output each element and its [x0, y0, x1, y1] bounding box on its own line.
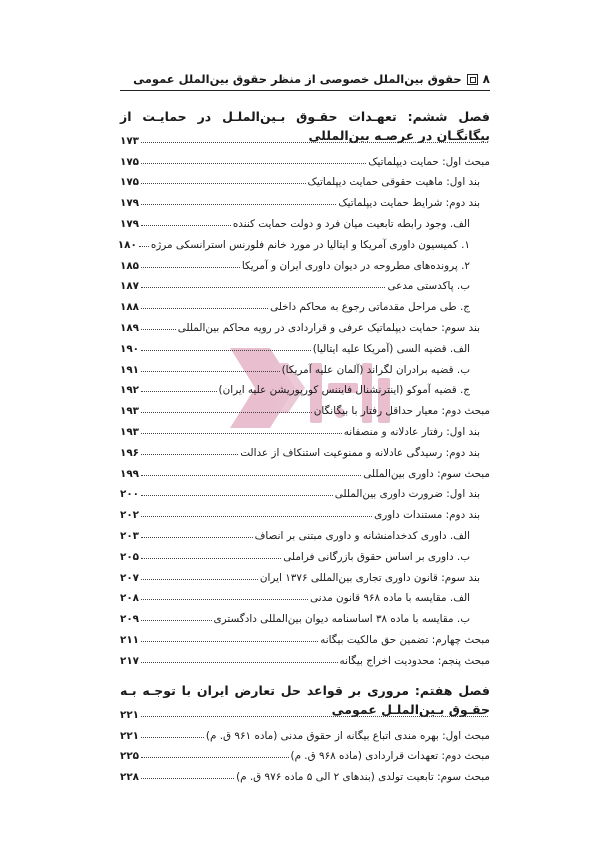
- toc-entry-text: الف. داوری کدخدامنشانه و داوری مبتنی بر انصاف: [254, 529, 470, 542]
- toc-leader-dots: [141, 737, 204, 738]
- toc-entry-text: ج. قضیه آموکو (اینترنشنال فایننس کورپوریشن علیه ایران): [218, 384, 470, 397]
- toc-entry-text: ب. پاکدستی مدعی: [387, 280, 470, 293]
- toc-page-number: ۱۹۳: [120, 405, 140, 418]
- toc-leader-dots: [141, 537, 253, 538]
- toc-entry[interactable]: [120, 357, 490, 378]
- toc-page-number: ۱۹۲: [120, 384, 140, 397]
- toc-page-number: ۱۹۶: [120, 446, 140, 459]
- toc-entry[interactable]: [120, 253, 490, 274]
- toc-page-number: ۱۸۵: [120, 259, 140, 272]
- chapter-title: فصل هفتم: مروری بر قواعد حل تعارض ایران با توجـه بـه حقـوق بـین‌الملـل عمومی: [120, 683, 490, 717]
- toc-page-number: ۲۲۱: [120, 708, 140, 721]
- toc-page-number: ۲۰۰: [120, 488, 140, 501]
- toc-entry-text: بند اول: رفتار عادلانه و منصفانه: [343, 425, 480, 438]
- toc-page-number: ۱۹۱: [120, 363, 140, 376]
- toc-entry-text: مبحث اول: حمایت دیپلماتیک: [368, 155, 490, 168]
- toc-entry-text: بند سوم: قانون داوری تجاری بین‌المللی ۱۳۷۶ ایران: [259, 571, 480, 584]
- toc-page-number: ۱۹۹: [120, 467, 140, 480]
- toc-entry[interactable]: [120, 128, 490, 149]
- toc-leader-dots: [141, 516, 372, 517]
- toc-leader-dots: [141, 433, 342, 434]
- toc-page-number: ۲۰۲: [120, 509, 140, 522]
- toc-entry[interactable]: [120, 211, 490, 232]
- toc-leader-dots: [141, 757, 288, 758]
- toc-entry[interactable]: [117, 232, 490, 253]
- toc-page-number: ۲۰۷: [120, 571, 140, 584]
- toc-page-number: ۱۸۹: [120, 321, 140, 334]
- toc-entry-text: مبحث اول: بهره مندی اتباع بیگانه از حقوق مدنی (ماده ۹۶۱ ق. م): [205, 729, 490, 742]
- toc-page-number: ۱۹۳: [120, 425, 140, 438]
- toc-entry-text: ۲. پرونده‌های مطروحه در دیوان داوری ایران و آمریکا: [241, 259, 470, 272]
- toc-entry[interactable]: [120, 149, 490, 170]
- toc-page-number: ۲۰۸: [120, 592, 140, 605]
- toc-leader-dots: [141, 620, 211, 621]
- toc-entry-text: ب. داوری بر اساس حقوق بازرگانی فراملی: [283, 550, 470, 563]
- toc-entry[interactable]: [120, 764, 490, 785]
- toc-leader-dots: [141, 350, 311, 351]
- chapter-title: فصل ششم: تعهـدات حقـوق بـین‌الملـل در حمایـت از بیگانگـان در عرصـه بین‌المللی: [120, 109, 490, 143]
- toc-page-number: ۱۸۰: [117, 238, 137, 251]
- toc-entry-text: ب. قضیه برادران لگراند (آلمان علیه آمریکا): [281, 363, 470, 376]
- toc-page-number: ۱۷۹: [120, 217, 140, 230]
- toc-entry[interactable]: [120, 565, 490, 586]
- toc-entry-text: الف. مقایسه با ماده ۹۶۸ قانون مدنی: [310, 592, 470, 605]
- toc-leader-dots: [141, 183, 306, 184]
- toc-entry[interactable]: [120, 461, 490, 482]
- toc-entry-text: مبحث پنجم: محدودیت اخراج بیگانه: [339, 654, 490, 667]
- toc-leader-dots: [141, 142, 488, 143]
- toc-leader-dots: [141, 475, 361, 476]
- toc-entry-text: مبحث چهارم: تضمین حق مالکیت بیگانه: [320, 633, 490, 646]
- toc-page-number: ۱۹۰: [120, 342, 140, 355]
- toc-entry-text: بند اول: ماهیت حقوقی حمایت دیپلماتیک: [307, 176, 480, 189]
- toc-entry[interactable]: [120, 544, 490, 565]
- toc-leader-dots: [141, 329, 176, 330]
- toc-entry-text: ب. مقایسه با ماده ۳۸ اساسنامه دیوان بین‌المللی دادگستری: [213, 613, 470, 626]
- toc-chapter-7-entries: [120, 702, 490, 785]
- toc-entry[interactable]: [120, 294, 490, 315]
- toc-entry[interactable]: [120, 502, 490, 523]
- toc-leader-dots: [141, 662, 337, 663]
- toc-page-number: ۲۱۷: [120, 654, 140, 667]
- toc-entry-text: بند دوم: شرایط حمایت دیپلماتیک: [338, 197, 480, 210]
- toc-leader-dots: [141, 287, 385, 288]
- toc-entry-text: الف. وجود رابطه تابعیت میان فرد و دولت حمایت کننده: [232, 217, 470, 230]
- toc-page-number: ۲۰۳: [120, 529, 140, 542]
- toc-leader-dots: [141, 225, 231, 226]
- toc-entry[interactable]: [120, 702, 490, 723]
- toc-leader-dots: [141, 163, 366, 164]
- toc-leader-dots: [141, 267, 240, 268]
- toc-page-number: ۲۲۵: [120, 750, 140, 763]
- toc-entry[interactable]: [120, 378, 490, 399]
- toc-entry[interactable]: [120, 274, 490, 295]
- toc-leader-dots: [141, 495, 333, 496]
- toc-page-number: ۲۰۹: [120, 613, 140, 626]
- book-ornament-icon: [467, 74, 478, 85]
- toc-leader-dots: [141, 641, 318, 642]
- toc-page-number: ۱۷۵: [120, 155, 140, 168]
- toc-entry-text: الف. قضیه السی (آمریکا علیه ایتالیا): [312, 342, 470, 355]
- toc-entry[interactable]: [120, 482, 490, 503]
- toc-entry-text: بند اول: ضرورت داوری بین‌المللی: [334, 488, 480, 501]
- toc-page-number: ۲۲۱: [120, 729, 140, 742]
- toc-entry[interactable]: [120, 170, 490, 191]
- toc-entry[interactable]: [120, 606, 490, 627]
- toc-entry[interactable]: [120, 398, 490, 419]
- toc-chapter-6-entries: [117, 128, 490, 669]
- toc-entry-text: مبحث دوم: معیار حداقل رفتار با بیگانگان: [313, 405, 490, 418]
- toc-entry-text: بند دوم: رسیدگی عادلانه و ممنوعیت استنکاف از عدالت: [240, 446, 480, 459]
- toc-leader-dots: [141, 716, 488, 717]
- toc-entry[interactable]: [120, 190, 490, 211]
- toc-page-number: ۱۷۹: [120, 197, 140, 210]
- toc-entry-text: بند دوم: مستندات داوری: [374, 509, 480, 522]
- toc-entry-text: بند سوم: حمایت دیپلماتیک عرفی و قراردادی در رویه محاکم بین‌المللی: [177, 321, 480, 334]
- toc-leader-dots: [141, 579, 258, 580]
- toc-page-number: ۱۸۸: [120, 301, 140, 314]
- toc-entry[interactable]: [120, 648, 490, 669]
- toc-leader-dots: [141, 412, 312, 413]
- toc-leader-dots: [141, 558, 281, 559]
- toc-entry[interactable]: [120, 523, 490, 544]
- toc-leader-dots: [141, 778, 234, 779]
- toc-entry-text: مبحث سوم: داوری بین‌المللی: [363, 467, 490, 480]
- toc-entry-text: مبحث دوم: تعهدات قراردادی (ماده ۹۶۸ ق. م): [290, 750, 490, 763]
- toc-entry[interactable]: [120, 419, 490, 440]
- toc-entry[interactable]: [120, 744, 490, 765]
- toc-leader-dots: [141, 308, 268, 309]
- toc-entry-text: ۱. کمیسیون داوری آمریکا و ایتالیا در مورد خانم فلورنس استرانسکی مرژه: [150, 238, 470, 251]
- toc-page-number: ۲۰۵: [120, 550, 140, 563]
- toc-page-number: ۱۷۳: [120, 134, 140, 147]
- toc-page-number: ۲۱۱: [120, 633, 140, 646]
- toc-leader-dots: [141, 391, 217, 392]
- toc-entry[interactable]: [120, 440, 490, 461]
- toc-page-number: ۱۸۷: [120, 280, 140, 293]
- toc-leader-dots: [141, 599, 308, 600]
- toc-leader-dots: [141, 371, 280, 372]
- toc-entry-text: مبحث سوم: تابعیت تولدی (بندهای ۲ الی ۵ ماده ۹۷۶ ق. م): [236, 771, 490, 784]
- toc-page-number: ۱۷۵: [120, 176, 140, 189]
- toc-leader-dots: [141, 454, 238, 455]
- toc-entry-text: ج. طی مراحل مقدماتی رجوع به محاکم داخلی: [270, 301, 470, 314]
- running-header: [120, 72, 490, 86]
- toc-entry[interactable]: [120, 336, 490, 357]
- toc-entry[interactable]: [120, 586, 490, 607]
- header-rule: [120, 90, 490, 91]
- toc-entry[interactable]: [120, 315, 490, 336]
- running-title: حقوق بین‌الملل خصوصی از منظر حقوق بین‌الملل عمومی: [133, 72, 462, 86]
- toc-leader-dots: [141, 204, 336, 205]
- toc-entry[interactable]: [120, 723, 490, 744]
- toc-leader-dots: [139, 246, 149, 247]
- toc-page-number: ۲۲۸: [120, 771, 140, 784]
- page-number: ٨: [482, 72, 490, 86]
- toc-entry[interactable]: [120, 627, 490, 648]
